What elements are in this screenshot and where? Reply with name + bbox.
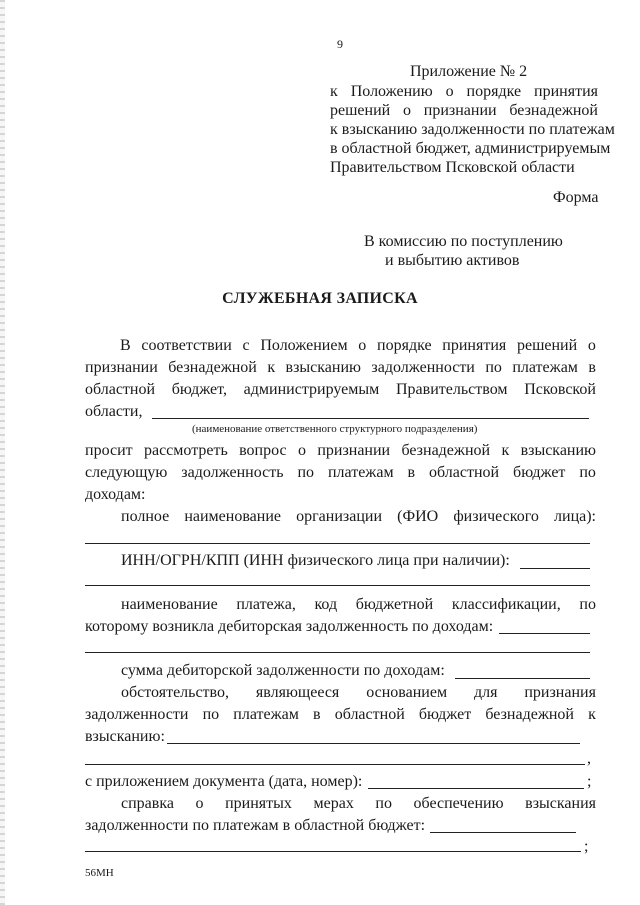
word: к [267,359,276,376]
word: признании [317,442,391,459]
word: платежам [233,706,299,723]
department-caption: (наименование ответственного структурного подразделения) [192,423,478,435]
word: признании [85,359,158,376]
word: платежа, [236,596,296,613]
word: В [120,337,131,354]
measures-label-line-1 [121,796,596,812]
word: по [375,795,392,812]
word: Правительством [396,381,508,398]
word: мерах [313,795,354,812]
word: в [588,359,596,376]
word: Положением [260,337,348,354]
measures-semicolon: ; [584,838,589,855]
word: взысканию [285,359,361,376]
payment-label-line-2: которому возникла дебиторская задолженность по доходам: [85,618,494,635]
intro-line-1 [120,338,596,354]
word: вопрос [239,442,287,459]
document-title: СЛУЖЕБНАЯ ЗАПИСКА [222,290,418,307]
word: по [485,359,502,376]
word: для [473,684,498,701]
word: принятия [534,83,598,100]
measures-field-line[interactable] [430,832,576,833]
word: следующую [85,464,168,481]
word: по [297,464,315,481]
appendix-line [330,84,598,100]
word: в [407,464,416,481]
word: бюджет [513,464,566,481]
word: обстоятельство, [121,684,229,701]
word: Положению [350,83,433,100]
footer-code: 56МН [85,867,114,879]
word: соответствии [141,337,232,354]
intro-line-6 [85,465,596,481]
attachment-field-line[interactable] [368,788,584,789]
word: решений [330,102,391,119]
word: физического [453,508,539,525]
word: к [588,706,596,723]
word: по [202,706,220,723]
appendix-line [330,160,598,176]
word: лица): [554,508,596,525]
word: принятых [225,795,292,812]
word: о [403,102,411,119]
appendix-line [330,140,611,157]
attachment-semicolon: ; [587,773,592,790]
word: организации [296,508,383,525]
word: безнадежной [485,706,574,723]
page-number: 9 [337,37,343,51]
word: бюджет, [171,381,227,398]
word: в областной бюджет, администрируемым [330,140,611,157]
word: по [579,596,596,613]
word: задолженности [85,706,189,723]
word: порядке [377,337,432,354]
word: обеспечению [413,795,504,812]
org-name-field-line[interactable] [85,543,590,544]
intro-line-5 [85,443,596,459]
word: платежам [327,464,394,481]
intro-line-3 [85,382,596,398]
word: о [445,83,454,100]
circumstance-field-line[interactable] [167,743,580,744]
word: безнадежной [401,442,491,459]
addressee-line-2: и выбытию активов [385,252,520,269]
word: являющееся [255,684,340,701]
word: основанием [366,684,448,701]
word: принятия [442,337,507,354]
word: по [579,464,596,481]
word: классификации, [451,596,561,613]
word: с [242,337,250,354]
word: безнадежной [168,359,257,376]
word: о [587,337,596,354]
word: взыскания [525,795,596,812]
word: полное [121,508,170,525]
department-field-line[interactable] [152,418,589,419]
word: признании [423,102,497,119]
payment-field-line-2[interactable] [85,652,590,653]
word: безнадежной [509,102,598,119]
circumstance-field-line-2[interactable] [85,764,585,765]
form-label: Форма [553,189,599,206]
measures-label-line-2: задолженности по платежам в областной бюджет: [85,817,426,834]
circumstance-label-line-3: взысканию: [85,728,165,745]
word: рассмотреть [143,442,228,459]
payment-field-line[interactable] [499,633,590,634]
attachment-label: с приложением документа (дата, номер): [85,773,363,790]
word: к [330,83,338,100]
word: задолженности [371,359,475,376]
intro-line-7: доходам: [85,486,146,503]
word: к [501,442,510,459]
scan-edge [0,0,5,905]
word: просит [85,442,133,459]
word: о [195,795,204,812]
inn-label: ИНН/ОГРН/КПП (ИНН физического лица при наличии): [121,552,510,569]
word: порядке [466,83,522,100]
circumstance-comma: , [587,750,591,767]
word: областной [334,706,405,723]
word: администрируемым [243,381,380,398]
word: наименование [121,596,218,613]
intro-line-4: области, [85,403,143,420]
appendix-title: Приложение № 2 [410,63,528,80]
intro-line-2 [85,360,596,376]
word: справка [121,795,174,812]
inn-field-line-2[interactable] [85,585,590,586]
word: бюджет [418,706,472,723]
word: задолженность [181,464,284,481]
word: решений [516,337,578,354]
appendix-line [330,121,615,138]
addressee-line-1: В комиссию по поступлению [364,233,563,250]
word: признания [524,684,596,701]
sum-field-line[interactable] [455,678,590,679]
word: о [358,337,367,354]
payment-label-line-1 [121,597,596,613]
word: бюджетной [355,596,434,613]
appendix-line [330,103,598,119]
word: в [313,706,321,723]
org-name-label [121,509,596,525]
word: областной [429,464,500,481]
word: о [297,442,306,459]
inn-field-line[interactable] [520,568,590,569]
word: наименование [184,508,281,525]
measures-field-line-2[interactable] [85,851,581,852]
word: Псковской [524,381,596,398]
word: (ФИО [397,508,439,525]
circumstance-label-line-2 [85,707,596,723]
word: код [314,596,338,613]
word: взысканию [520,442,596,459]
word: платежам [512,359,578,376]
word: к взысканию задолженности по платежам [330,121,615,138]
circumstance-label-line-1 [121,685,596,701]
word: областной [85,381,156,398]
sum-label: сумма дебиторской задолженности по доходам: [121,662,445,679]
word: Правительством Псковской области [330,159,575,176]
